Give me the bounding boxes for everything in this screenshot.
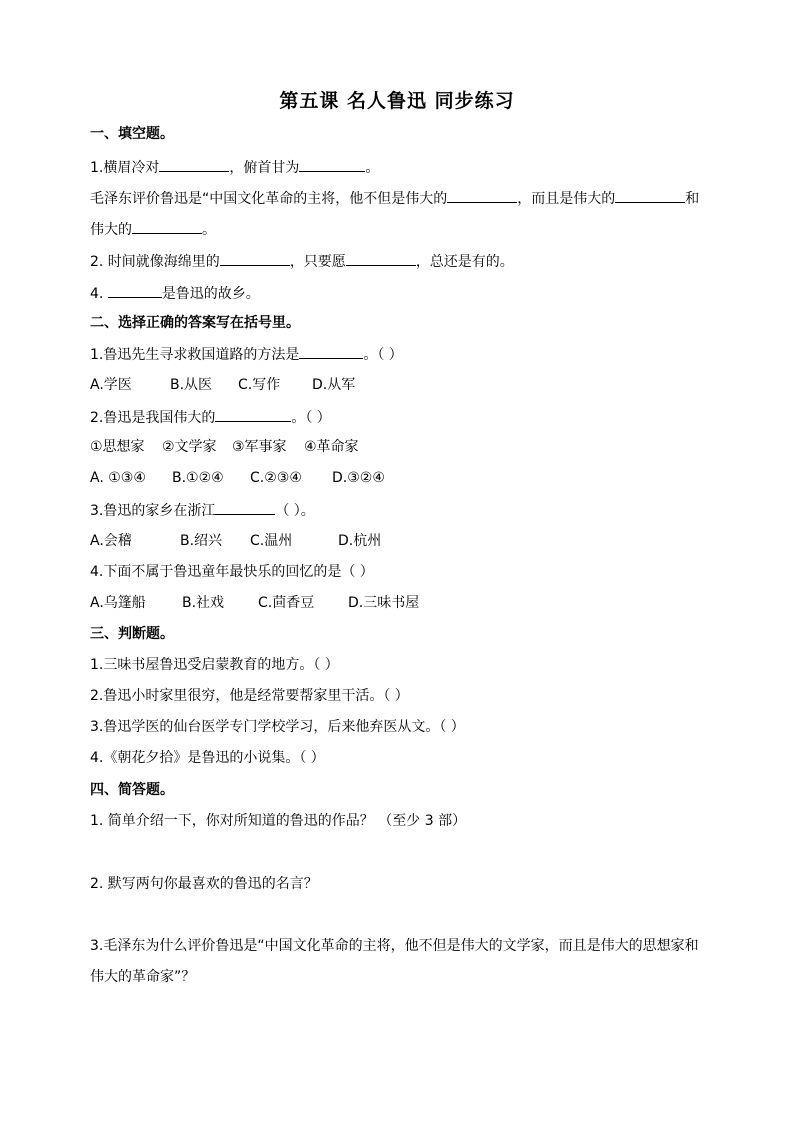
short-answer-3-cont: 伟大的革命家”？ [90, 969, 196, 985]
choice-options-3 [90, 531, 381, 551]
judge-item-4: 4.《朝花夕拾》是鲁迅的小说集。（ ） [90, 750, 325, 766]
page-title: 第五课 名人鲁迅 同步练习 [279, 90, 515, 112]
option[interactable]: C.茴香豆 [258, 595, 315, 611]
choice-options-2 [90, 468, 385, 488]
option[interactable]: D.③②④ [332, 470, 385, 486]
answer-blank[interactable] [220, 250, 290, 266]
answer-blank[interactable] [299, 343, 363, 359]
section-fill-heading: 一、填空题。 [90, 126, 174, 142]
option[interactable]: D.三味书屋 [348, 595, 420, 611]
answer-blank[interactable] [108, 282, 162, 298]
option[interactable]: B.从医 [170, 377, 213, 393]
option[interactable]: C.②③④ [250, 470, 302, 486]
answer-blank[interactable] [615, 187, 685, 203]
answer-blank[interactable] [215, 499, 275, 515]
choice-question-2: 2.鲁迅是我国伟大的 。（ ） [90, 406, 331, 428]
fill-question-4: 4. 是鲁迅的故乡。 [90, 282, 260, 304]
judge-item-3: 3.鲁迅学医的仙台医学专门学校学习，后来他弃医从文。（ ） [90, 719, 465, 735]
answer-blank[interactable] [299, 156, 365, 172]
short-answer-3: 3.毛泽东为什么评价鲁迅是“中国文化革命的主将，他不但是伟大的文学家，而且是伟大的思想家和 [90, 938, 699, 954]
answer-blank[interactable] [215, 406, 291, 422]
fill-question-2: 毛泽东评价鲁迅是“中国文化革命的主将，他不但是伟大的 ，而且是伟大的 和 [90, 187, 699, 209]
short-answer-1: 1. 简单介绍一下，你对所知道的鲁迅的作品？ （至少 3 部） [90, 813, 467, 829]
choice-list-2: ①思想家 ②文学家 ③军事家 ④革命家 [90, 439, 359, 455]
option[interactable]: C.写作 [238, 377, 281, 393]
section-choice-heading: 二、选择正确的答案写在括号里。 [90, 315, 300, 331]
choice-options-1 [90, 375, 355, 395]
option[interactable]: B.社戏 [182, 595, 225, 611]
judge-item-2: 2.鲁迅小时家里很穷，他是经常要帮家里干活。（ ） [90, 688, 409, 704]
choice-question-3: 3.鲁迅的家乡在浙江 （ ）。 [90, 499, 315, 521]
choice-question-4: 4.下面不属于鲁迅童年最快乐的回忆的是（ ） [90, 564, 374, 580]
option[interactable]: B.①②④ [172, 470, 224, 486]
option[interactable]: A.乌篷船 [90, 595, 146, 611]
section-short-answer-heading: 四、简答题。 [90, 782, 174, 798]
fill-question-1: 1.横眉冷对 ，俯首甘为 。 [90, 156, 379, 178]
option[interactable]: A.会稽 [90, 533, 132, 549]
option[interactable]: B.绍兴 [180, 533, 223, 549]
answer-blank[interactable] [159, 156, 229, 172]
answer-blank[interactable] [447, 187, 517, 203]
option[interactable]: D.杭州 [338, 533, 382, 549]
option[interactable]: C.温州 [250, 533, 293, 549]
answer-blank[interactable] [346, 250, 416, 266]
section-judge-heading: 三、判断题。 [90, 626, 174, 642]
choice-question-1: 1.鲁迅先生寻求救国道路的方法是 。（ ） [90, 343, 403, 365]
fill-question-3: 2. 时间就像海绵里的 ，只要愿 ，总还是有的。 [90, 250, 514, 272]
short-answer-2: 2. 默写两句你最喜欢的鲁迅的名言？ [90, 876, 318, 892]
judge-item-1: 1.三味书屋鲁迅受启蒙教育的地方。（ ） [90, 657, 339, 673]
choice-options-4 [90, 593, 419, 613]
option[interactable]: D.从军 [312, 377, 356, 393]
option[interactable]: A. ①③④ [90, 470, 146, 486]
option[interactable]: A.学医 [90, 377, 132, 393]
answer-blank[interactable] [132, 218, 202, 234]
fill-question-2-cont: 伟大的 。 [90, 218, 216, 240]
